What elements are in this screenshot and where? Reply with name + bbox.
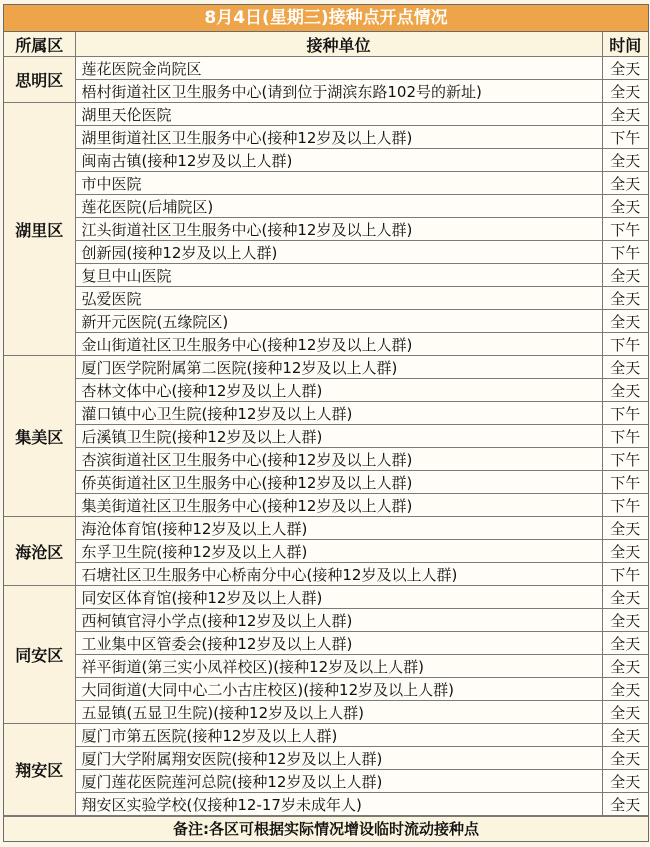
table-row (4, 563, 648, 586)
unit-cell: 灌口镇中心卫生院(接种12岁及以上人群) (75, 402, 602, 425)
table-row (4, 402, 648, 425)
table-row (4, 747, 648, 770)
table-body (4, 57, 648, 816)
unit-cell: 侨英街道社区卫生服务中心(接种12岁及以上人群) (75, 471, 602, 494)
time-cell: 全天 (602, 770, 648, 793)
unit-cell: 后溪镇卫生院(接种12岁及以上人群) (75, 425, 602, 448)
unit-cell: 集美街道社区卫生服务中心(接种12岁及以上人群) (75, 494, 602, 517)
unit-cell: 莲花医院金尚院区 (75, 57, 602, 80)
table-row (4, 356, 648, 379)
vaccination-table (4, 32, 648, 816)
table-row (4, 770, 648, 793)
unit-cell: 湖里天伦医院 (75, 103, 602, 126)
table-row (4, 195, 648, 218)
page-title: 8月4日(星期三)接种点开点情况 (4, 5, 648, 32)
table-row (4, 448, 648, 471)
unit-cell: 莲花医院(后埔院区) (75, 195, 602, 218)
table-row (4, 655, 648, 678)
unit-cell: 厦门大学附属翔安医院(接种12岁及以上人群) (75, 747, 602, 770)
table-row (4, 103, 648, 126)
unit-cell: 石塘社区卫生服务中心桥南分中心(接种12岁及以上人群) (75, 563, 602, 586)
table-row (4, 379, 648, 402)
time-cell: 全天 (602, 149, 648, 172)
unit-cell: 复旦中山医院 (75, 264, 602, 287)
time-cell: 全天 (602, 655, 648, 678)
unit-cell: 湖里街道社区卫生服务中心(接种12岁及以上人群) (75, 126, 602, 149)
time-cell: 全天 (602, 724, 648, 747)
district-cell: 湖里区 (4, 103, 75, 356)
footnote: 备注:各区可根据实际情况增设临时流动接种点 (4, 816, 648, 841)
unit-cell: 江头街道社区卫生服务中心(接种12岁及以上人群) (75, 218, 602, 241)
header-row (4, 32, 648, 57)
time-cell: 全天 (602, 701, 648, 724)
table-row (4, 701, 648, 724)
district-cell: 同安区 (4, 586, 75, 724)
unit-cell: 厦门医学院附属第二医院(接种12岁及以上人群) (75, 356, 602, 379)
time-cell: 全天 (602, 310, 648, 333)
time-cell: 全天 (602, 287, 648, 310)
unit-cell: 梧村街道社区卫生服务中心(请到位于湖滨东路102号的新址) (75, 80, 602, 103)
table-row (4, 724, 648, 747)
unit-cell: 翔安区实验学校(仅接种12-17岁未成年人) (75, 793, 602, 816)
time-cell: 全天 (602, 747, 648, 770)
time-cell: 全天 (602, 195, 648, 218)
time-cell: 全天 (602, 609, 648, 632)
time-cell: 全天 (602, 356, 648, 379)
time-cell: 下午 (602, 425, 648, 448)
time-cell: 下午 (602, 126, 648, 149)
district-cell: 集美区 (4, 356, 75, 517)
unit-cell: 大同街道(大同中心二小古庄校区)(接种12岁及以上人群) (75, 678, 602, 701)
table-row (4, 264, 648, 287)
district-cell: 海沧区 (4, 517, 75, 586)
time-cell: 下午 (602, 563, 648, 586)
header-time: 时间 (602, 32, 648, 57)
unit-cell: 工业集中区管委会(接种12岁及以上人群) (75, 632, 602, 655)
table-row (4, 333, 648, 356)
unit-cell: 厦门市第五医院(接种12岁及以上人群) (75, 724, 602, 747)
unit-cell: 杏滨街道社区卫生服务中心(接种12岁及以上人群) (75, 448, 602, 471)
time-cell: 全天 (602, 678, 648, 701)
time-cell: 下午 (602, 494, 648, 517)
table-row (4, 540, 648, 563)
unit-cell: 新开元医院(五缘院区) (75, 310, 602, 333)
time-cell: 全天 (602, 57, 648, 80)
table-row (4, 586, 648, 609)
table-row (4, 609, 648, 632)
unit-cell: 祥平街道(第三实小凤祥校区)(接种12岁及以上人群) (75, 655, 602, 678)
table-row (4, 310, 648, 333)
time-cell: 下午 (602, 218, 648, 241)
time-cell: 下午 (602, 471, 648, 494)
header-district: 所属区 (4, 32, 75, 57)
time-cell: 全天 (602, 517, 648, 540)
time-cell: 下午 (602, 241, 648, 264)
unit-cell: 杏林文体中心(接种12岁及以上人群) (75, 379, 602, 402)
time-cell: 全天 (602, 264, 648, 287)
unit-cell: 市中医院 (75, 172, 602, 195)
table-row (4, 287, 648, 310)
time-cell: 全天 (602, 586, 648, 609)
unit-cell: 东孚卫生院(接种12岁及以上人群) (75, 540, 602, 563)
time-cell: 全天 (602, 103, 648, 126)
unit-cell: 金山街道社区卫生服务中心(接种12岁及以上人群) (75, 333, 602, 356)
table-row (4, 218, 648, 241)
table-row (4, 172, 648, 195)
table-row (4, 241, 648, 264)
time-cell: 下午 (602, 448, 648, 471)
table-row (4, 632, 648, 655)
time-cell: 全天 (602, 793, 648, 816)
table-row (4, 80, 648, 103)
time-cell: 下午 (602, 402, 648, 425)
time-cell: 全天 (602, 80, 648, 103)
time-cell: 全天 (602, 379, 648, 402)
time-cell: 全天 (602, 632, 648, 655)
unit-cell: 五显镇(五显卫生院)(接种12岁及以上人群) (75, 701, 602, 724)
district-cell: 翔安区 (4, 724, 75, 816)
unit-cell: 西柯镇官浔小学点(接种12岁及以上人群) (75, 609, 602, 632)
time-cell: 下午 (602, 333, 648, 356)
table-row (4, 494, 648, 517)
table-row (4, 149, 648, 172)
unit-cell: 厦门莲花医院莲河总院(接种12岁及以上人群) (75, 770, 602, 793)
table-row (4, 425, 648, 448)
schedule-sheet (3, 4, 649, 842)
time-cell: 全天 (602, 172, 648, 195)
table-row (4, 57, 648, 80)
unit-cell: 海沧体育馆(接种12岁及以上人群) (75, 517, 602, 540)
unit-cell: 弘爱医院 (75, 287, 602, 310)
table-row (4, 126, 648, 149)
district-cell: 思明区 (4, 57, 75, 103)
header-unit: 接种单位 (75, 32, 602, 57)
unit-cell: 创新园(接种12岁及以上人群) (75, 241, 602, 264)
table-row (4, 517, 648, 540)
time-cell: 全天 (602, 540, 648, 563)
table-row (4, 678, 648, 701)
unit-cell: 同安区体育馆(接种12岁及以上人群) (75, 586, 602, 609)
table-row (4, 471, 648, 494)
table-row (4, 793, 648, 816)
unit-cell: 闽南古镇(接种12岁及以上人群) (75, 149, 602, 172)
